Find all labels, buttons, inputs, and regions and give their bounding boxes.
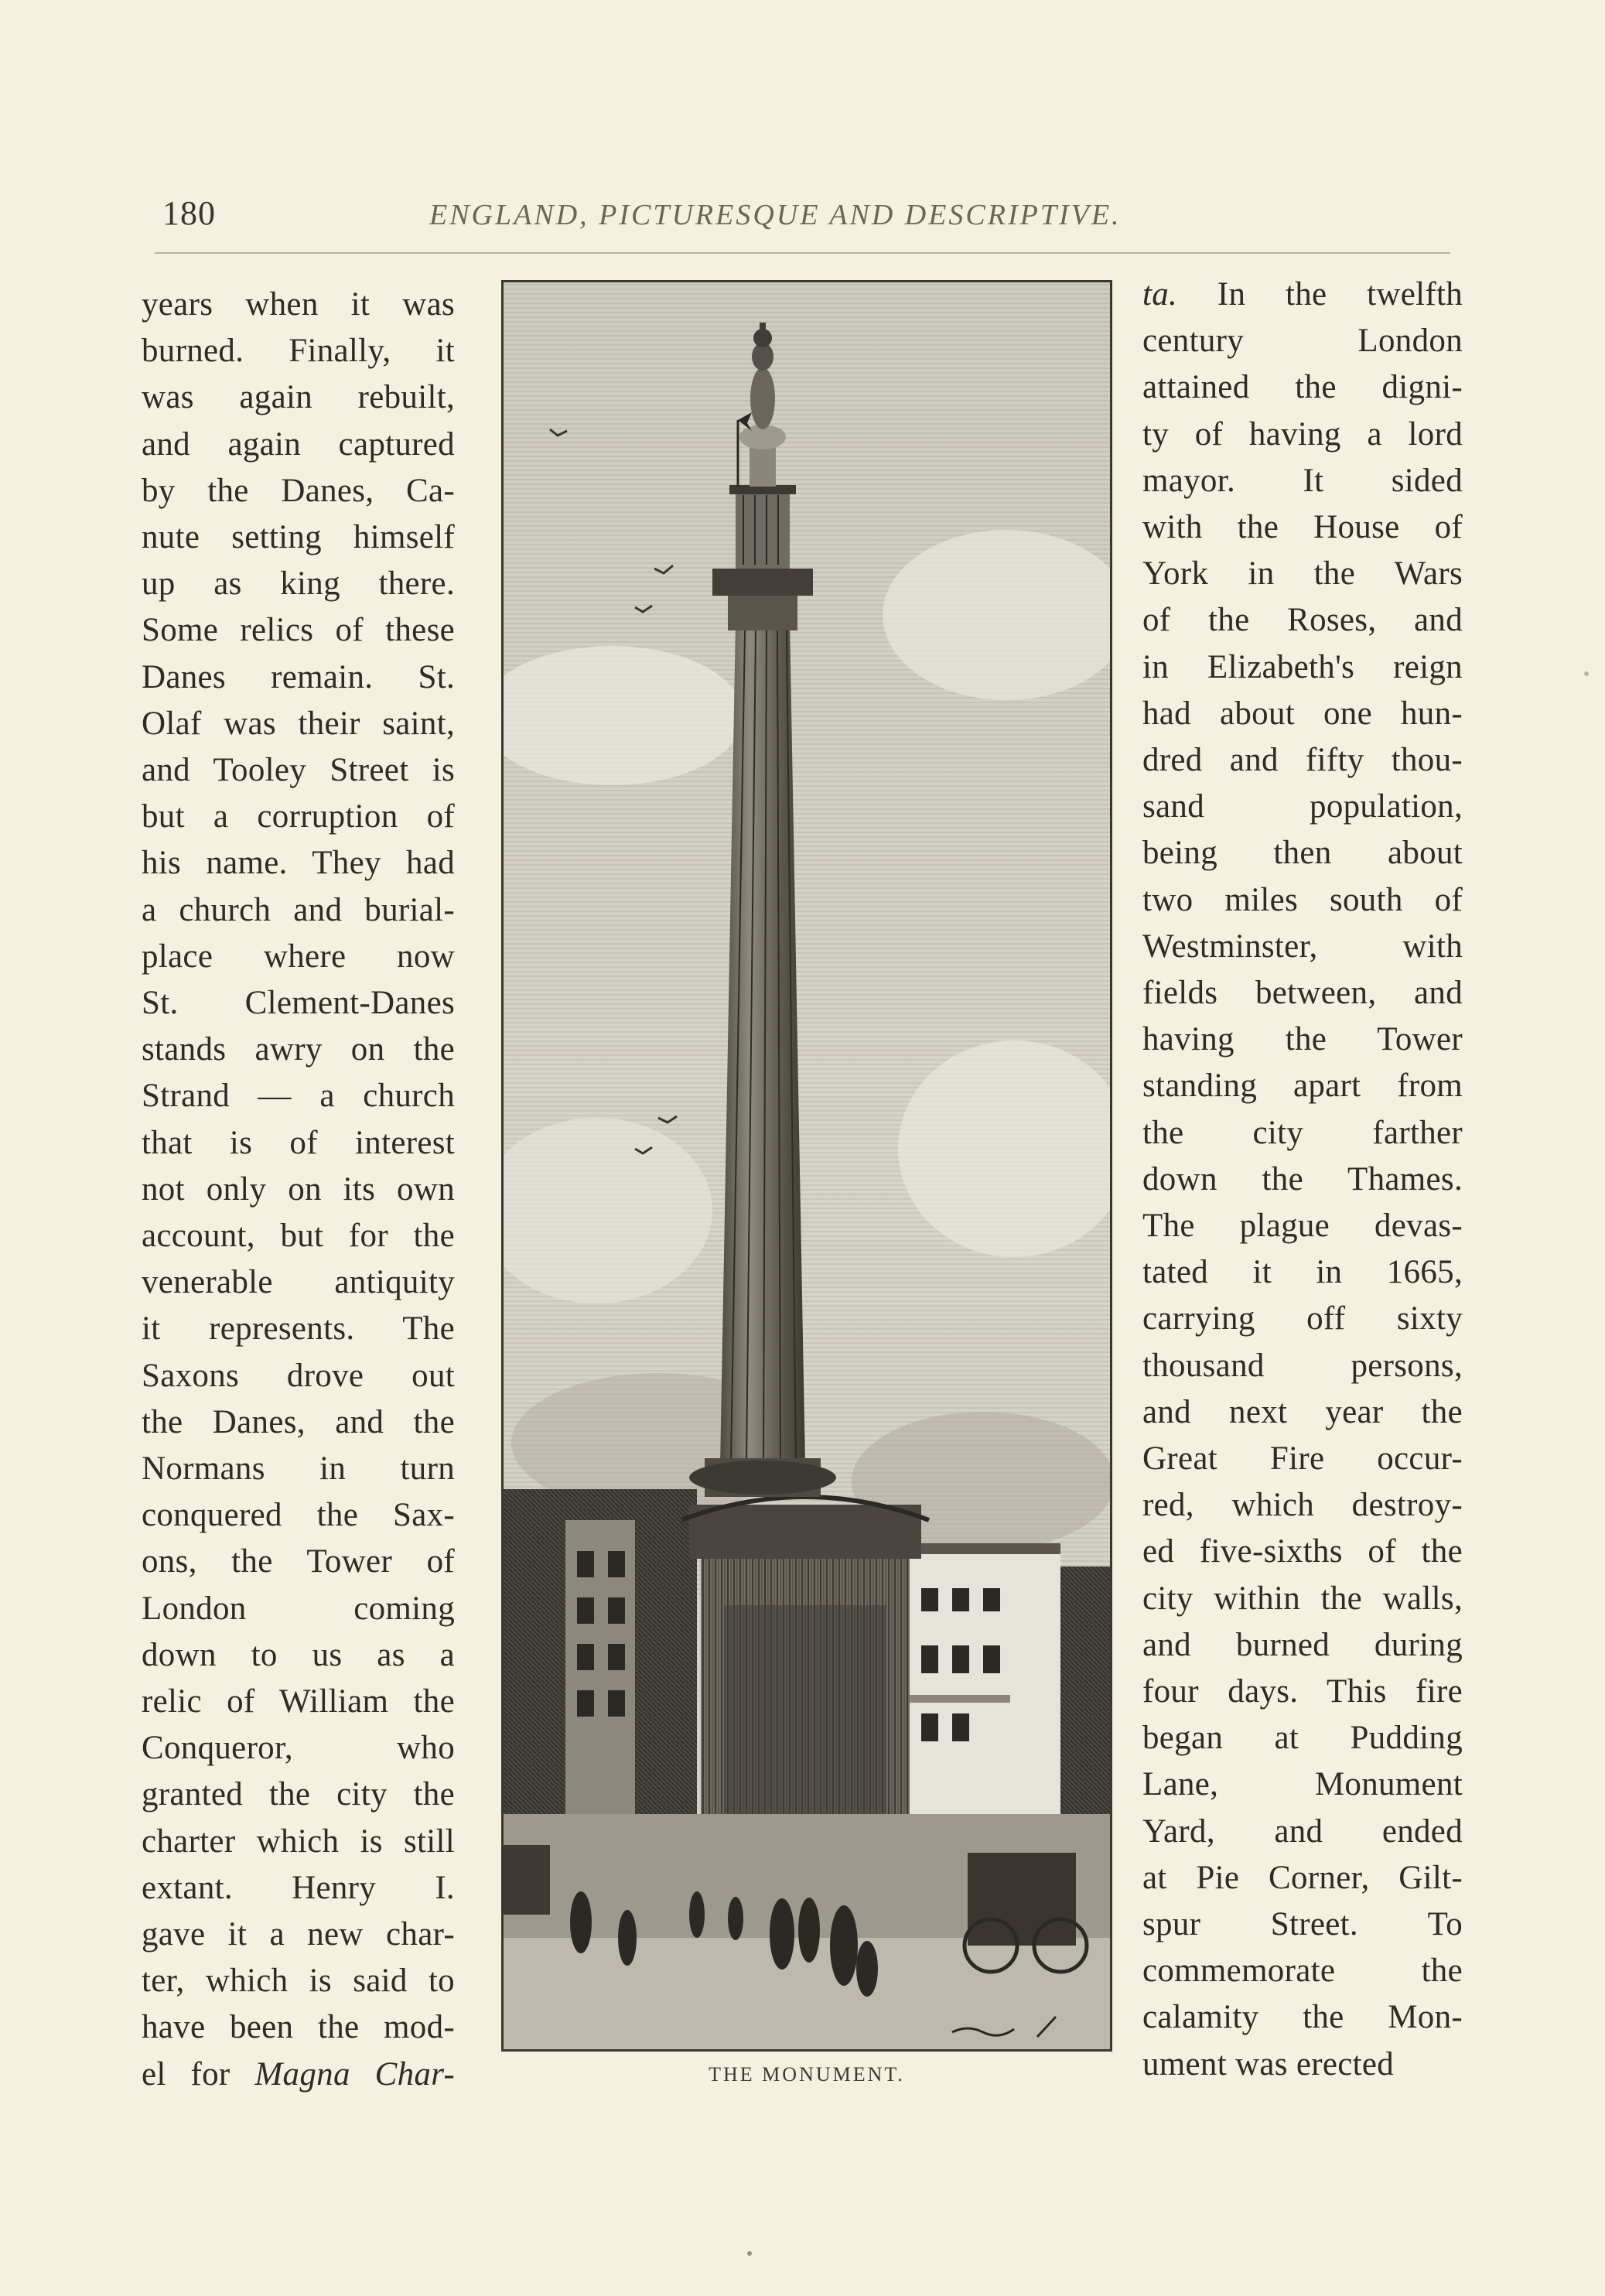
- right-column-line: The plague devas-: [1142, 1208, 1463, 1244]
- left-column-line: but a corruption of: [142, 798, 455, 835]
- right-column-line: ta. In the twelfth: [1142, 276, 1463, 313]
- left-column-line: Strand — a church: [142, 1078, 455, 1115]
- left-column-line: and again captured: [142, 425, 455, 463]
- left-column-line: burned. Finally, it: [142, 333, 455, 370]
- right-column-line: attained the digni-: [1142, 369, 1463, 406]
- left-column-line: Saxons drove out: [142, 1357, 455, 1394]
- right-column-line: carrying off sixty: [1142, 1300, 1463, 1338]
- left-column-line: ter, which is said to: [142, 1963, 455, 2000]
- right-column-line: spur Street. To: [1142, 1906, 1463, 1942]
- right-column-line: tated it in 1665,: [1142, 1254, 1463, 1291]
- left-column-line: conquered the Sax-: [142, 1497, 455, 1534]
- right-column-line: Westminster, with: [1142, 928, 1463, 965]
- left-column-line: not only on its own: [142, 1170, 455, 1208]
- right-column-line: Lane, Monument: [1142, 1766, 1463, 1803]
- illustration-caption: THE MONUMENT.: [709, 2063, 905, 2086]
- left-column-line: venerable antiquity: [142, 1264, 455, 1301]
- right-column-line: York in the Wars: [1142, 555, 1463, 593]
- right-column-line: and burned during: [1142, 1626, 1463, 1663]
- right-column-line: at Pie Corner, Gilt-: [1142, 1859, 1463, 1896]
- right-column-line: with the House of: [1142, 509, 1463, 545]
- right-column-line: mayor. It sided: [1142, 462, 1463, 499]
- right-column-line: calamity the Mon-: [1142, 1999, 1463, 2036]
- left-column-line: London coming: [142, 1590, 455, 1627]
- right-column-line: of the Roses, and: [1142, 602, 1463, 639]
- left-column-line: Normans in turn: [142, 1450, 455, 1487]
- right-column-line: ument was erected: [1142, 2045, 1395, 2082]
- left-column-line: nute setting himself: [142, 519, 455, 555]
- left-column-line: place where now: [142, 938, 455, 975]
- left-column-line: years when it was: [142, 286, 455, 323]
- left-column-line: Some relics of these: [142, 612, 455, 649]
- left-column-line: granted the city the: [142, 1776, 455, 1813]
- right-column-line: Great Fire occur-: [1142, 1440, 1463, 1477]
- right-column-line: had about one hun-: [1142, 695, 1463, 732]
- right-column-line: Yard, and ended: [1142, 1813, 1463, 1850]
- header-rule: [155, 252, 1450, 254]
- right-column-line: century London: [1142, 323, 1463, 360]
- right-column-line: red, which destroy-: [1142, 1487, 1463, 1524]
- left-column-line: the Danes, and the: [142, 1403, 455, 1440]
- monument-engraving-art: [504, 282, 1110, 2049]
- right-column-line: down the Thames.: [1142, 1160, 1463, 1198]
- right-column-line: ed five-sixths of the: [1142, 1533, 1463, 1570]
- right-column-line: thousand persons,: [1142, 1347, 1463, 1384]
- left-column-line: Olaf was their saint,: [142, 705, 455, 742]
- right-column-line: two miles south of: [1142, 881, 1463, 918]
- left-column-line: have been the mod-: [142, 2009, 455, 2046]
- footer-dot: [747, 2251, 752, 2256]
- left-column-line: account, but for the: [142, 1218, 455, 1254]
- right-column-line: four days. This fire: [1142, 1673, 1463, 1710]
- left-column-line: stands awry on the: [142, 1031, 455, 1068]
- right-column-line: in Elizabeth's reign: [1142, 648, 1463, 685]
- monument-engraving: [501, 280, 1112, 2052]
- left-column-line: charter which is still: [142, 1823, 455, 1860]
- running-title: ENGLAND, PICTURESQUE AND DESCRIPTIVE.: [429, 199, 1122, 231]
- right-column-line: and next year the: [1142, 1393, 1463, 1430]
- left-column-line: gave it a new char-: [142, 1916, 455, 1953]
- left-column-line: extant. Henry I.: [142, 1869, 455, 1906]
- right-column-line: began at Pudding: [1142, 1720, 1463, 1757]
- right-column-line: sand population,: [1142, 788, 1463, 825]
- left-column-line: Danes remain. St.: [142, 658, 455, 695]
- right-column-line: being then about: [1142, 835, 1463, 872]
- right-column-line: city within the walls,: [1142, 1580, 1463, 1617]
- page-number: 180: [162, 194, 216, 232]
- left-column-line: relic of William the: [142, 1683, 455, 1720]
- left-column-line: up as king there.: [142, 565, 455, 603]
- right-column-line: the city farther: [1142, 1114, 1463, 1151]
- left-column-line: his name. They had: [142, 845, 455, 882]
- left-column-line: St. Clement-Danes: [142, 985, 455, 1021]
- left-column-line: Conqueror, who: [142, 1730, 455, 1767]
- right-column-line: ty of having a lord: [1142, 415, 1463, 453]
- right-column-line: commemorate the: [1142, 1953, 1463, 1990]
- right-column-line: dred and fifty thou-: [1142, 742, 1463, 778]
- left-column-line: that is of interest: [142, 1124, 455, 1161]
- left-column-line: was again rebuilt,: [142, 379, 455, 416]
- right-column-line: standing apart from: [1142, 1068, 1463, 1105]
- left-column-line: and Tooley Street is: [142, 752, 455, 788]
- left-column-line: a church and burial-: [142, 891, 455, 928]
- left-column-line: it represents. The: [142, 1310, 455, 1348]
- left-column-line: down to us as a: [142, 1636, 455, 1673]
- page-header: [162, 193, 1450, 248]
- left-column-line: by the Danes, Ca-: [142, 472, 455, 509]
- margin-dot: [1584, 671, 1589, 676]
- left-column-line: ons, the Tower of: [142, 1543, 455, 1580]
- left-column-line: el for Magna Char-: [142, 2055, 455, 2093]
- right-column-line: fields between, and: [1142, 975, 1463, 1011]
- right-column-line: having the Tower: [1142, 1021, 1463, 1058]
